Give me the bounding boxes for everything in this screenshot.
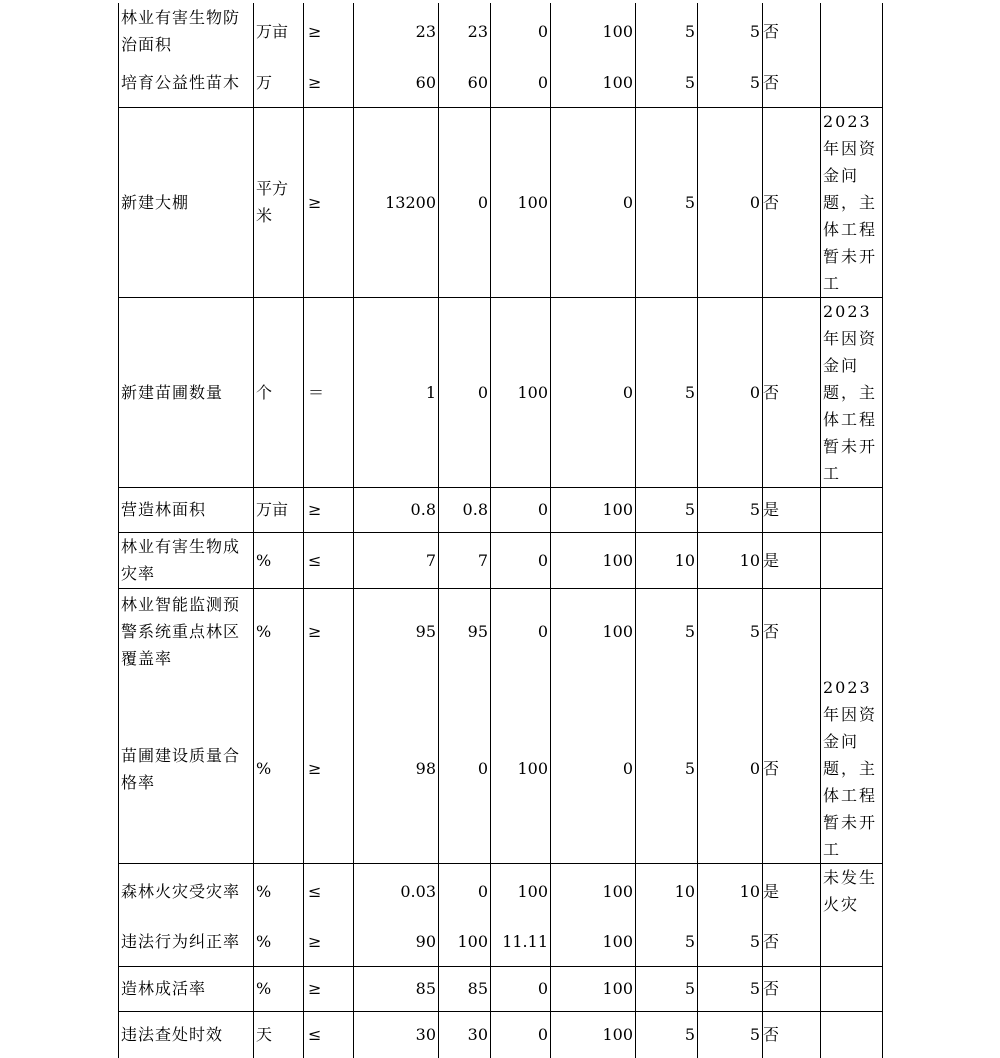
indicator-score: 5 (698, 1011, 763, 1058)
indicator-weight: 5 (636, 487, 698, 532)
indicator-name: 林业智能监测预警系统重点林区覆盖率 (119, 588, 254, 674)
indicator-target: 13200 (354, 107, 439, 297)
indicator-name: 新建大棚 (119, 107, 254, 297)
indicator-remark: 2023年因资金问题，主体工程暂未开工 (821, 107, 883, 297)
indicator-actual: 7 (439, 532, 491, 588)
indicator-operator: ≤ (304, 532, 354, 588)
indicator-target: 7 (354, 532, 439, 588)
indicator-remark (821, 1011, 883, 1058)
indicator-weight: 5 (636, 297, 698, 487)
indicator-weight: 5 (636, 3, 698, 59)
indicator-name: 违法查处时效 (119, 1011, 254, 1058)
indicator-weight: 5 (636, 674, 698, 864)
indicator-target: 98 (354, 674, 439, 864)
indicator-weight: 5 (636, 918, 698, 966)
indicator-actual: 30 (439, 1011, 491, 1058)
indicator-score-rate: 100 (551, 3, 636, 59)
indicator-score-rate: 100 (551, 532, 636, 588)
indicator-remark: 2023年因资金问题，主体工程暂未开工 (821, 674, 883, 864)
indicator-deviation: 100 (491, 107, 551, 297)
table-row (119, 588, 883, 674)
indicator-score-rate: 0 (551, 297, 636, 487)
indicator-remark (821, 966, 883, 1011)
indicator-score: 0 (698, 107, 763, 297)
table-row (119, 864, 883, 919)
indicator-score-rate: 100 (551, 918, 636, 966)
indicator-name: 培育公益性苗木 (119, 59, 254, 107)
indicator-score: 10 (698, 532, 763, 588)
indicator-score: 0 (698, 297, 763, 487)
indicator-target: 90 (354, 918, 439, 966)
indicator-flag: 是 (763, 532, 821, 588)
indicator-deviation: 0 (491, 1011, 551, 1058)
table-row (119, 59, 883, 107)
table-row (119, 918, 883, 966)
indicator-score: 5 (698, 487, 763, 532)
indicator-target: 0.03 (354, 864, 439, 919)
indicator-operator: ≥ (304, 966, 354, 1011)
indicator-score-rate: 100 (551, 487, 636, 532)
indicator-operator: ＝ (304, 297, 354, 487)
indicator-deviation: 100 (491, 864, 551, 919)
indicator-operator: ≤ (304, 864, 354, 919)
indicator-deviation: 0 (491, 588, 551, 674)
indicator-name: 林业有害生物防治面积 (119, 3, 254, 59)
indicator-remark: 2023年因资金问题，主体工程暂未开工 (821, 297, 883, 487)
indicator-deviation: 0 (491, 487, 551, 532)
indicator-weight: 10 (636, 864, 698, 919)
indicator-actual: 100 (439, 918, 491, 966)
indicator-score: 5 (698, 59, 763, 107)
indicator-deviation: 0 (491, 532, 551, 588)
table-row (119, 3, 883, 59)
indicator-operator: ≤ (304, 1011, 354, 1058)
performance-indicator-table (118, 3, 883, 1058)
indicator-actual: 95 (439, 588, 491, 674)
indicator-unit: % (254, 864, 304, 919)
indicator-score-rate: 100 (551, 588, 636, 674)
indicator-name: 林业有害生物成灾率 (119, 532, 254, 588)
indicator-remark (821, 588, 883, 674)
indicator-flag: 否 (763, 297, 821, 487)
indicator-score: 5 (698, 966, 763, 1011)
indicator-unit: 万亩 (254, 3, 304, 59)
indicator-flag: 否 (763, 107, 821, 297)
indicator-weight: 5 (636, 966, 698, 1011)
indicator-score-rate: 0 (551, 674, 636, 864)
indicator-remark: 未发生火灾 (821, 864, 883, 919)
indicator-remark (821, 918, 883, 966)
indicator-deviation: 0 (491, 3, 551, 59)
indicator-score-rate: 0 (551, 107, 636, 297)
table-row (119, 674, 883, 864)
indicator-actual: 0 (439, 107, 491, 297)
indicator-flag: 否 (763, 588, 821, 674)
indicator-flag: 否 (763, 966, 821, 1011)
table-row (119, 297, 883, 487)
indicator-unit: 个 (254, 297, 304, 487)
indicator-operator: ≥ (304, 59, 354, 107)
indicator-unit: 万亩 (254, 487, 304, 532)
indicator-name: 造林成活率 (119, 966, 254, 1011)
indicator-name: 苗圃建设质量合格率 (119, 674, 254, 864)
indicator-flag: 是 (763, 487, 821, 532)
indicator-actual: 60 (439, 59, 491, 107)
indicator-name: 违法行为纠正率 (119, 918, 254, 966)
indicator-unit: % (254, 588, 304, 674)
indicator-target: 23 (354, 3, 439, 59)
indicator-deviation: 0 (491, 966, 551, 1011)
indicator-name: 森林火灾受灾率 (119, 864, 254, 919)
indicator-score-rate: 100 (551, 966, 636, 1011)
indicator-deviation: 0 (491, 59, 551, 107)
indicator-flag: 否 (763, 59, 821, 107)
indicator-deviation: 100 (491, 674, 551, 864)
indicator-actual: 0.8 (439, 487, 491, 532)
indicator-score-rate: 100 (551, 59, 636, 107)
indicator-score-rate: 100 (551, 864, 636, 919)
indicator-unit: 万 (254, 59, 304, 107)
table-row (119, 107, 883, 297)
indicator-flag: 否 (763, 1011, 821, 1058)
indicator-actual: 0 (439, 864, 491, 919)
indicator-actual: 0 (439, 674, 491, 864)
table-row (119, 487, 883, 532)
indicator-flag: 否 (763, 3, 821, 59)
indicator-actual: 0 (439, 297, 491, 487)
indicator-unit: 天 (254, 1011, 304, 1058)
indicator-score: 5 (698, 918, 763, 966)
indicator-unit: 平方米 (254, 107, 304, 297)
indicator-target: 30 (354, 1011, 439, 1058)
indicator-target: 95 (354, 588, 439, 674)
indicator-operator: ≥ (304, 3, 354, 59)
indicator-target: 1 (354, 297, 439, 487)
indicator-score-rate: 100 (551, 1011, 636, 1058)
indicator-score: 10 (698, 864, 763, 919)
indicator-operator: ≥ (304, 487, 354, 532)
indicator-name: 新建苗圃数量 (119, 297, 254, 487)
indicator-operator: ≥ (304, 588, 354, 674)
indicator-weight: 5 (636, 59, 698, 107)
indicator-target: 85 (354, 966, 439, 1011)
indicator-target: 60 (354, 59, 439, 107)
indicator-actual: 23 (439, 3, 491, 59)
indicator-deviation: 11.11 (491, 918, 551, 966)
indicator-remark (821, 59, 883, 107)
indicator-weight: 5 (636, 588, 698, 674)
indicator-actual: 85 (439, 966, 491, 1011)
indicator-unit: % (254, 918, 304, 966)
indicator-score: 5 (698, 3, 763, 59)
indicator-operator: ≥ (304, 918, 354, 966)
indicator-deviation: 100 (491, 297, 551, 487)
indicator-score: 0 (698, 674, 763, 864)
indicator-weight: 10 (636, 532, 698, 588)
table-row (119, 1011, 883, 1058)
indicator-operator: ≥ (304, 107, 354, 297)
table-row (119, 966, 883, 1011)
indicator-remark (821, 532, 883, 588)
indicator-remark (821, 487, 883, 532)
indicator-target: 0.8 (354, 487, 439, 532)
indicator-score: 5 (698, 588, 763, 674)
indicator-name: 营造林面积 (119, 487, 254, 532)
indicator-weight: 5 (636, 107, 698, 297)
indicator-unit: % (254, 532, 304, 588)
indicator-unit: % (254, 966, 304, 1011)
indicator-flag: 是 (763, 864, 821, 919)
indicator-flag: 否 (763, 674, 821, 864)
indicator-operator: ≥ (304, 674, 354, 864)
table-row (119, 532, 883, 588)
indicator-flag: 否 (763, 918, 821, 966)
indicator-weight: 5 (636, 1011, 698, 1058)
indicator-remark (821, 3, 883, 59)
indicator-unit: % (254, 674, 304, 864)
